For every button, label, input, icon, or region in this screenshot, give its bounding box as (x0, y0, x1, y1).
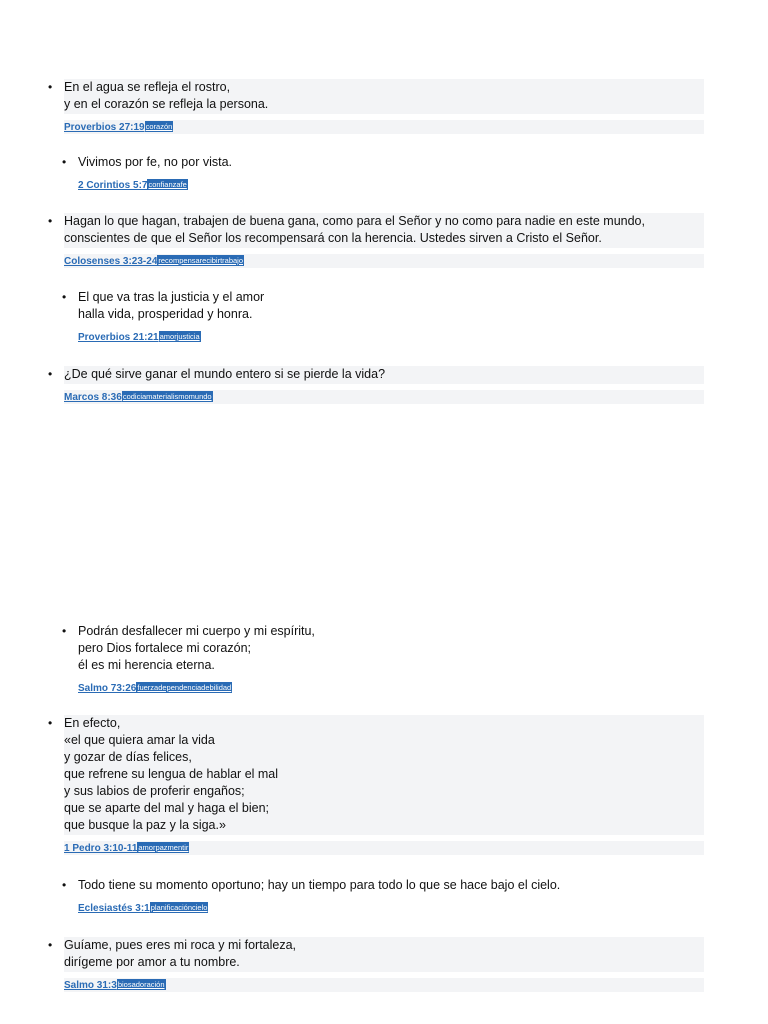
verse-reference-link[interactable]: 1 Pedro 3:10-11 (64, 843, 138, 854)
bullet-icon: • (62, 155, 67, 169)
verse-line: conscientes de que el Señor los recompensará con la herencia. Ustedes sirven a Cristo el Señor. (64, 231, 602, 245)
verse-entry (0, 213, 768, 268)
verse-text (78, 623, 704, 674)
verse-line: y gozar de días felices, (64, 750, 192, 764)
verse-reference-link[interactable]: Proverbios 27:19 (64, 122, 145, 133)
verse-reference-link[interactable]: Eclesiastés 3:1 (78, 903, 150, 914)
verse-line: Podrán desfallecer mi cuerpo y mi espíritu, (78, 624, 315, 638)
verse-quote (62, 623, 704, 675)
verse-line: y sus labios de proferir engaños; (64, 784, 245, 798)
verse-text (64, 213, 704, 247)
reference-row (64, 120, 704, 134)
verse-line: que busque la paz y la siga.» (64, 818, 226, 832)
verse-tags-link[interactable]: amorjusticia (159, 332, 200, 341)
bullet-icon: • (62, 290, 67, 304)
bullet-icon: • (48, 716, 53, 730)
verse-text (64, 715, 704, 834)
verse-tags-link[interactable]: recompensarecibirtrabajo (158, 256, 244, 265)
verse-line: que refrene su lengua de hablar el mal (64, 767, 279, 781)
bullet-icon: • (62, 624, 67, 638)
verse-quote (48, 79, 704, 114)
verse-line: En el agua se refleja el rostro, (64, 80, 231, 94)
verse-line: Todo tiene su momento oportuno; hay un tiempo para todo lo que se hace bajo el cielo. (78, 878, 561, 892)
reference-row (64, 978, 704, 992)
verse-line: pero Dios fortalece mi corazón; (78, 641, 251, 655)
verse-line: Vivimos por fe, no por vista. (78, 155, 233, 169)
verse-tags-link[interactable]: amorpazmentir (138, 843, 189, 852)
verse-reference-link[interactable]: Proverbios 21:21 (78, 332, 159, 343)
verse-entry (0, 623, 768, 695)
verse-tags-link[interactable]: planificacióncielo (150, 903, 208, 912)
verse-entry (0, 937, 768, 992)
verse-text (78, 877, 704, 894)
verse-quote (62, 289, 704, 324)
verse-line: halla vida, prosperidad y honra. (78, 307, 253, 321)
verse-quote (48, 213, 704, 248)
verse-line: Hagan lo que hagan, trabajen de buena gana, como para el Señor y no como para nadie en este mundo, (64, 214, 645, 228)
reference-row (78, 178, 704, 192)
reference-row (64, 254, 704, 268)
verse-tags-link[interactable]: corazón (145, 122, 173, 131)
verse-line: y en el corazón se refleja la persona. (64, 97, 269, 111)
verse-reference-link[interactable]: Salmo 31:3 (64, 980, 117, 991)
reference-row (64, 841, 704, 855)
reference-row (78, 681, 704, 695)
verse-line: El que va tras la justicia y el amor (78, 290, 265, 304)
verse-reference-link[interactable]: Salmo 73:26 (78, 683, 137, 694)
reference-row (64, 390, 704, 404)
reference-row (78, 901, 704, 915)
verse-line: ¿De qué sirve ganar el mundo entero si se pierde la vida? (64, 367, 386, 381)
bullet-icon: • (48, 938, 53, 952)
verse-reference-link[interactable]: 2 Corintios 5:7 (78, 180, 148, 191)
reference-row (78, 330, 704, 344)
verse-tags-link[interactable]: fuerzadependenciadebilidad (137, 683, 232, 692)
verse-line: «el que quiera amar la vida (64, 733, 215, 747)
verse-entry (0, 715, 768, 855)
bullet-icon: • (48, 80, 53, 94)
verse-tags-link[interactable]: confianzafe (148, 180, 187, 189)
verse-text (64, 937, 704, 971)
verse-quote (62, 877, 704, 895)
verse-text (78, 289, 704, 323)
verse-quote (48, 715, 704, 835)
bullet-icon: • (62, 878, 67, 892)
verse-line: En efecto, (64, 716, 121, 730)
verse-quote (62, 154, 704, 172)
verse-line: Guíame, pues eres mi roca y mi fortaleza, (64, 938, 297, 952)
verse-reference-link[interactable]: Marcos 8:36 (64, 392, 122, 403)
verse-line: dirígeme por amor a tu nombre. (64, 955, 240, 969)
verse-text (64, 366, 704, 383)
verse-quote (48, 366, 704, 384)
verse-entry (0, 366, 768, 404)
verse-text (64, 79, 704, 113)
verse-entry (0, 154, 768, 192)
verse-reference-link[interactable]: Colosenses 3:23-24 (64, 256, 158, 267)
verse-tags-link[interactable]: biosadoración (117, 980, 165, 989)
verse-line: él es mi herencia eterna. (78, 658, 215, 672)
verse-entry (0, 877, 768, 915)
verse-entry (0, 289, 768, 344)
bullet-icon: • (48, 214, 53, 228)
verse-tags-link[interactable]: codiciamaterialismomundo (122, 392, 212, 401)
verse-text (78, 154, 704, 171)
verse-quote (48, 937, 704, 972)
bullet-icon: • (48, 367, 53, 381)
verse-line: que se aparte del mal y haga el bien; (64, 801, 269, 815)
verse-entry (0, 79, 768, 134)
